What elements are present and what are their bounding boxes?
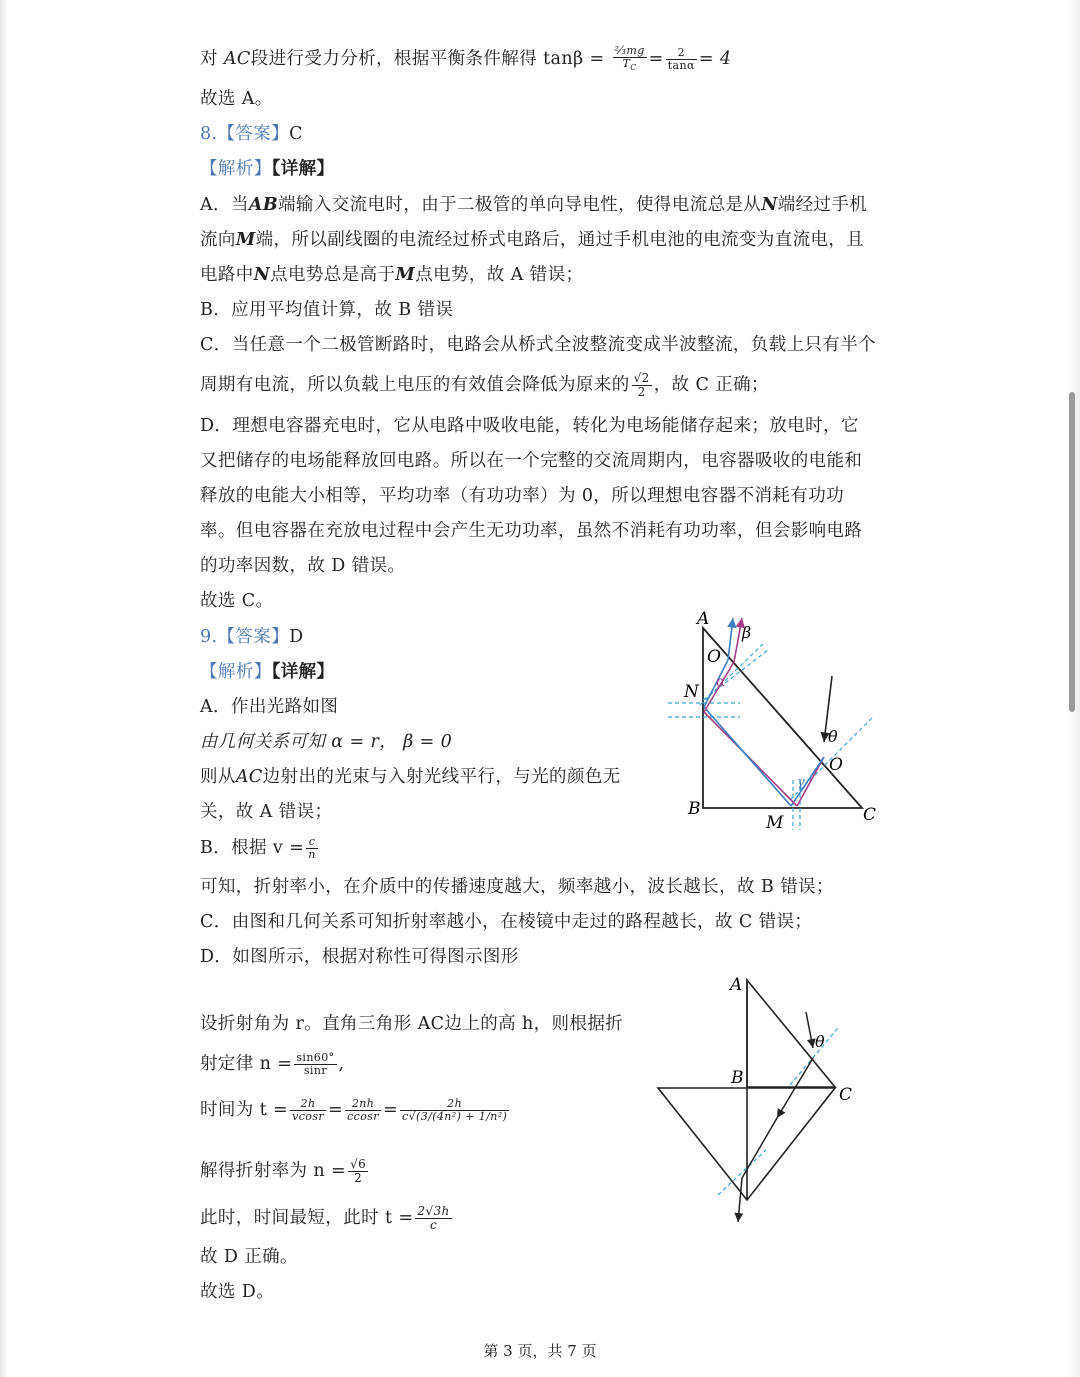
label-m: M: [766, 813, 784, 833]
label-alpha: α: [716, 674, 726, 690]
label-b: B: [688, 799, 701, 819]
text: 则从: [200, 767, 236, 787]
q8-answer-line: [200, 122, 303, 146]
text: 点电势总是高于: [270, 265, 396, 285]
text: 时间为 t =: [200, 1100, 289, 1120]
text: AB: [248, 195, 279, 215]
q9-analysis-header: [200, 660, 334, 684]
fraction-time-2: $\frac{2nh}{ccosr}$: [347, 1097, 379, 1123]
analysis-tag: 【解析】: [200, 159, 272, 179]
exit-ray: [738, 1178, 742, 1222]
text-line-force-analysis: [200, 45, 731, 74]
label-o: O: [707, 647, 721, 667]
refracted-ray-blue: [791, 757, 824, 806]
q9-answer-line: [200, 625, 304, 649]
answer-value: D: [289, 627, 304, 647]
text-line: D．如图所示，根据对称性可得图示图形: [200, 947, 519, 967]
text-line: C．当任意一个二极管断路时，电路会从桥式全波整流变成半波整流，负载上只有半个: [200, 335, 877, 355]
fraction-sqrt6-over-2: $\frac{√6}{2}$: [350, 1157, 367, 1185]
text: N: [761, 195, 778, 215]
text-line: [200, 1205, 454, 1232]
text-line: 时间为 t = $\frac{2h}{vcosr}$ = $\frac{2nh}{ccosr}$ = $\frac{2h}{\text{c√(3/(4n²) + 1/n²)}}$: [200, 1097, 508, 1123]
text: M: [395, 265, 416, 285]
incident-ray: [806, 1012, 813, 1048]
question-number: 9.: [200, 627, 218, 647]
text: =: [648, 49, 664, 70]
page-footer: 第 3 页，共 7 页: [483, 1342, 597, 1360]
label-gamma: γ: [797, 775, 805, 790]
text-line: 故选 D。: [200, 1282, 275, 1302]
answer-value: C: [289, 124, 303, 144]
text: M: [235, 230, 256, 250]
text-line: A．作出光路如图: [200, 697, 339, 717]
fraction-time-3: $\frac{2h}{\text{c√(3/(4n²) + 1/n²)}}$: [402, 1097, 508, 1123]
label-c: C: [839, 1085, 853, 1105]
normal-line: [790, 1028, 838, 1085]
text-line: [200, 228, 864, 252]
scrollbar-thumb[interactable]: [1069, 392, 1075, 712]
text: B．根据 v =: [200, 838, 305, 858]
text-line: 率。但电容器在充放电过程中会产生无功功率，虽然不消耗有功功率，但会影响电路: [200, 521, 863, 541]
label-a: A: [730, 975, 743, 995]
fraction-c-over-n: $\frac{c}{n}$: [308, 835, 316, 861]
text: 边射出的光束与入射光线平行，与光的颜色无: [262, 767, 621, 787]
label-n: N: [684, 682, 699, 702]
text-line: [200, 263, 583, 287]
text-line: 释放的电能大小相等，平均功率（有功功率）为 0，所以理想电容器不消耗有功功: [200, 486, 844, 506]
label-o: O: [829, 755, 843, 775]
text: 段进行受力分析，根据平衡条件解得 tanβ =: [250, 49, 605, 70]
text-line: 故 D 正确。: [200, 1247, 298, 1267]
detail-tag: 【详解】: [271, 662, 335, 682]
text-line: [200, 193, 867, 217]
prism-triangle: [703, 628, 862, 808]
page-left-edge: [0, 0, 8, 1377]
fraction-min-time: $\frac{2√3h}{c}$: [417, 1204, 450, 1232]
text-line: [200, 765, 621, 789]
fraction-2-tan-alpha: $\frac{2}{\tan\alpha}$: [667, 46, 695, 73]
text: A．当: [200, 195, 249, 215]
label-theta: θ: [828, 727, 838, 746]
q8-analysis-header: [200, 157, 334, 181]
text: = 4: [698, 49, 732, 70]
label-b: B: [731, 1068, 744, 1088]
text: 对: [200, 49, 224, 70]
text: AC: [223, 49, 251, 70]
text: 端经过手机: [777, 195, 868, 215]
text: 点电势，故 A 错误；: [415, 265, 584, 285]
exit-ray-blue: [728, 618, 733, 660]
text-line: [200, 1052, 344, 1077]
text: 端，所以副线圈的电流经过桥式电路后，通过手机电池的电流变为直流电，且: [255, 230, 865, 250]
detail-tag: 【详解】: [271, 159, 335, 179]
text: 周期有电流，所以负载上电压的有效值会降低为原来的: [200, 375, 630, 395]
text-line: 故选 A。: [200, 89, 273, 109]
fraction-refraction-law: $\frac{\sin 60^\circ}{\sin r}$: [296, 1051, 335, 1077]
text-line: C．由图和几何关系可知折射率越小，在棱镜中走过的路程越长，故 C 错误；: [200, 912, 813, 932]
text: 解得折射率为 n =: [200, 1161, 347, 1181]
text-line: 可知，折射率小，在介质中的传播速度越大，频率越小，波长越长，故 B 错误；: [200, 877, 834, 897]
label-a: A: [697, 609, 710, 629]
text: 流向: [200, 230, 236, 250]
question-number: 8.: [200, 124, 218, 144]
text: 端输入交流电时，由于二极管的单向导电性，使得电流总是从: [278, 195, 762, 215]
text-line: D．理想电容器充电时，它从电路中吸收电能，转化为电场能储存起来；放电时，它: [200, 416, 859, 436]
label-beta: β: [742, 623, 752, 642]
text-line: [200, 372, 769, 399]
text-line: 由几何关系可知 α = r， β = 0: [200, 732, 453, 752]
text-line: 故选 C。: [200, 591, 274, 611]
exit-ray-purple: [734, 618, 742, 662]
text: 此时，时间最短，此时 t =: [200, 1208, 414, 1228]
text: N: [253, 265, 271, 285]
analysis-tag: 【解析】: [200, 662, 272, 682]
symmetric-prism-diagram: [650, 970, 860, 1230]
label-theta: θ: [815, 1032, 825, 1051]
text-line: B．应用平均值计算，故 B 错误: [200, 300, 454, 320]
text-line: 设折射角为 r。直角三角形 AC边上的高 h，则根据折: [200, 1014, 624, 1034]
answer-tag: 【答案】: [217, 627, 290, 647]
label-c: C: [863, 805, 877, 825]
fraction-time-1: $\frac{2h}{vcosr}$: [292, 1097, 325, 1123]
prism-light-path-diagram: [660, 605, 880, 835]
text-line: 的功率因数，故 D 错误。: [200, 556, 406, 576]
reflected-ray-blue: [704, 707, 791, 806]
answer-tag: 【答案】: [217, 124, 290, 144]
fraction-sqrt2-over-2: $\frac{√2}{2}$: [633, 371, 650, 399]
text-line: [200, 1158, 370, 1185]
text-line: 又把储存的电场能释放回电路。所以在一个完整的交流周期内，电容器吸收的电能和: [200, 451, 863, 471]
text: 射定律 n =: [200, 1054, 293, 1074]
text: ,: [338, 1054, 345, 1074]
fraction-tan-beta: $\frac{\text{²⁄₃mg}}{T_C}$: [614, 44, 645, 73]
text: AC: [235, 767, 263, 787]
text-line: [200, 836, 320, 861]
text: ，故 C 正确；: [653, 375, 769, 395]
text-line: 关，故 A 错误；: [200, 802, 333, 822]
text: 电路中: [200, 265, 254, 285]
